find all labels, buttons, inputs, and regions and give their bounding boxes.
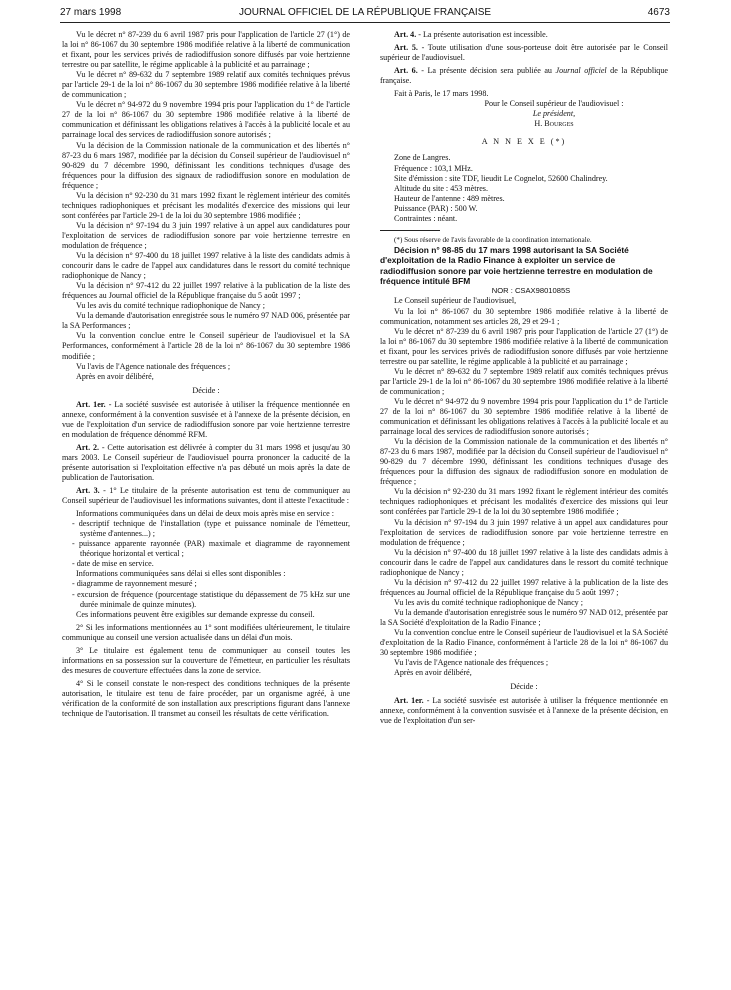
info-request-list: [62, 579, 350, 609]
visa-paragraph: Après en avoir délibéré,: [76, 371, 154, 381]
visa-paragraph: Vu le décret n° 89-632 du 7 septembre 1989 relatif aux comités techniques prévus par l'article 29-1 de la loi n° 86-1067 du 30 septembre 1986 modifiée relative à la liberté de communication ;: [62, 70, 350, 100]
visa-paragraph: Vu l'avis de l'Agence nationale des fréquences ;: [76, 361, 231, 371]
right-column: [380, 30, 668, 726]
decide-heading: Décide :: [192, 385, 220, 395]
visa-paragraph: Vu la décision n° 97-400 du 18 juillet 1997 relative à la liste des candidats admis à concourir dans le cadre de l'appel aux candidatures dans le ressort du comité technique radiophonique de Nancy ;: [62, 251, 350, 281]
article-label: Art. 1er.: [76, 399, 106, 409]
article-text: - Toute utilisation d'une sous-porteuse doit être autorisée par le Conseil supérieur de l'audiovisuel.: [380, 43, 669, 63]
annex-item: Zone de Langres.: [394, 153, 451, 163]
paragraph-4: 4° Si le conseil constate le non-respect des conditions techniques de la présente autorisation, le titulaire est tenu de faire procéder, par un organisme agréé, à une vérification de la conformité de son installation aux prescriptions figurant dans l'annexe technique de l'autorisation. Il transmet au conseil les résultats de cette vérification.: [62, 678, 350, 719]
article-label: Art. 6.: [394, 66, 418, 76]
list-item: - date de mise en service.: [72, 559, 350, 569]
decide-heading: Décide :: [510, 682, 538, 692]
visa-paragraph: Vu la demande d'autorisation enregistrée sous le numéro 97 NAD 012, présentée par la SA Société d'exploitation de la Radio Finance ;: [380, 607, 668, 627]
annex-item: Contraintes : néant.: [394, 213, 458, 223]
visa-paragraph: Le Conseil supérieur de l'audiovisuel,: [394, 296, 517, 306]
page-number: 4673: [647, 7, 670, 18]
article-text: - La présente autorisation est incessible.: [416, 30, 548, 39]
visa-paragraph: Vu les avis du comité technique radiophonique de Nancy ;: [76, 301, 265, 311]
annex-item: Altitude du site : 453 mètres.: [394, 183, 488, 193]
article-5: [380, 43, 668, 63]
visa-paragraph: Vu la décision n° 97-400 du 18 juillet 1997 relative à la liste des candidats admis à concourir dans le cadre de l'appel aux candidatures dans le ressort du comité technique radiophonique de Nancy ;: [380, 547, 668, 577]
article-text: - La société susvisée est autorisée à utiliser la fréquence mentionnée en annexe, conformément à la convention susvisée et à l'annexe de la présente décision, en vue de l'exploitation d'un ser-: [380, 696, 668, 726]
journal-name: Journal officiel: [555, 66, 607, 76]
article-label: Art. 1er.: [394, 696, 424, 706]
article-text: - La présente décision sera publiée au: [417, 66, 556, 76]
visa-paragraph: Vu la demande d'autorisation enregistrée sous le numéro 97 NAD 006, présentée par la SA Performances ;: [62, 311, 350, 331]
visa-paragraph: Vu l'avis de l'Agence nationale des fréquences ;: [394, 658, 549, 668]
signed-for: Pour le Conseil supérieur de l'audiovisuel :: [484, 99, 624, 109]
list-item: - descriptif technique de l'installation (type et puissance nominale de l'émetteur, système d'antennes...) ;: [72, 519, 350, 539]
visa-paragraph: Vu la convention conclue entre le Conseil supérieur de l'audiovisuel et la SA Société d'exploitation de la Radio Finance, conformément à l'article 28 de la loi n° 86-1067 du 30 septembre 1986 modifiée ;: [380, 628, 668, 658]
visa-paragraph: Vu les avis du comité technique radiophonique de Nancy ;: [394, 597, 583, 607]
info-request-intro: Informations communiquées sans délai si elles sont disponibles :: [76, 569, 286, 579]
footnote: (*) Sous réserve de l'avis favorable de la coordination internationale.: [394, 235, 592, 244]
article-3: [62, 486, 350, 506]
visa-paragraph: Vu le décret n° 87-239 du 6 avril 1987 pris pour l'application de l'article 27 (1°) de la loi n° 86-1067 du 30 septembre 1986 modifiée relative à la liberté de communication et fixant, pour les services privés de radiodiffusion sonore diffusés par voie hertzienne terrestre ou par satellite, le régime applicable à la publicité et au parrainage ;: [62, 30, 350, 70]
paragraph-3: 3° Le titulaire est également tenu de communiquer au conseil toutes les informations en sa possession sur la couverture de l'émetteur, en particulier les résultats des mesures de couverture effectuées dans la zone de service.: [62, 645, 350, 675]
signed-place: Fait à Paris, le 17 mars 1998.: [394, 89, 489, 99]
visa-paragraph: Vu le décret n° 89-632 du 7 septembre 1989 relatif aux comités techniques prévus par l'article 29-1 de la loi n° 86-1067 du 30 septembre 1986 modifiée relative à la liberté de communication ;: [380, 366, 668, 396]
visa-paragraph: Vu la décision n° 97-412 du 22 juillet 1997 relative à la publication de la liste des fréquences au Journal officiel de la République française du 5 août 1997 ;: [62, 281, 350, 301]
article-text: - Cette autorisation est délivrée à compter du 31 mars 1998 et jusqu'au 30 mars 2003. Le Conseil supérieur de l'audiovisuel pourra prononcer la caducité de la présente autorisation si l'exploitation effective n'a pas débuté un mois après la date de publication de l'autorisation.: [62, 442, 350, 483]
footnote-rule: [380, 230, 440, 231]
journal-title: JOURNAL OFFICIEL DE LA RÉPUBLIQUE FRANÇAISE: [238, 7, 492, 18]
list-item: - excursion de fréquence (pourcentage statistique du dépassement de 75 kHz sur une durée minimale de quinze minutes).: [72, 590, 350, 610]
decision-title: Décision n° 98-85 du 17 mars 1998 autorisant la SA Société d'exploitation de la Radio Finance à exploiter un service de radiodiffusion sonore par voie hertzienne terrestre en modulation de fréquence intitulé BFM: [380, 244, 653, 287]
annex-item: Site d'émission : site TDF, lieudit Le Cognelot, 52600 Chalindrey.: [394, 173, 608, 183]
annex-item: Hauteur de l'antenne : 489 mètres.: [394, 193, 505, 203]
article-text: - 1° Le titulaire de la présente autorisation est tenu de communiquer au Conseil supérieur de l'audiovisuel les informations suivantes, dont il atteste l'exactitude :: [62, 486, 351, 506]
article-1: [380, 696, 668, 726]
article-text: - La société susvisée est autorisée à utiliser la fréquence mentionnée en annexe, conformément à la convention susvisée et à l'annexe de la présente décision, en vue de l'exploitation d'un service de radiodiffusion sonore par voie hertzienne terrestre en modulation de fréquence dénommé RFM.: [62, 399, 350, 439]
visa-paragraph: Vu la décision de la Commission nationale de la communication et des libertés n° 87-23 du 6 mars 1987, modifiée par la décision du Conseil supérieur de l'audiovisuel n° 90-829 du 7 décembre 1990, définissant les conditions techniques d'usage des fréquences pour la diffusion des signaux de radiodiffusion sonore en modulation de fréquence ;: [380, 437, 668, 487]
issue-date: 27 mars 1998: [60, 7, 122, 18]
left-column: [62, 30, 350, 719]
list-item: - puissance apparente rayonnée (PAR) maximale et diagramme de rayonnement théorique horizontal et vertical ;: [72, 539, 350, 559]
visa-paragraph: Après en avoir délibéré,: [394, 668, 472, 678]
article-label: Art. 4.: [394, 30, 417, 39]
article-2: [62, 443, 350, 483]
list-item: - diagramme de rayonnement mesuré ;: [72, 579, 350, 589]
annex-title: A N N E X E (*): [481, 137, 567, 147]
annex-item: Fréquence : 103,1 MHz.: [394, 163, 473, 173]
visa-paragraph: Vu la décision n° 97-194 du 3 juin 1997 relative à un appel aux candidatures pour l'exploitation de services de radiodiffusion sonore par voie hertzienne terrestre en modulation de fréquence ;: [62, 220, 350, 250]
visa-paragraph: Vu la décision de la Commission nationale de la communication et des libertés n° 87-23 du 6 mars 1987, modifiée par la décision du Conseil supérieur de l'audiovisuel n° 90-829 du 7 décembre 1990, définissant les conditions techniques d'usage des fréquences pour la diffusion des signaux de radiodiffusion sonore en modulation de fréquence ;: [62, 140, 350, 190]
info-note: Ces informations peuvent être exigibles sur demande expresse du conseil.: [76, 609, 315, 619]
article-label: Art. 3.: [76, 486, 100, 496]
visa-paragraph: Vu la décision n° 97-194 du 3 juin 1997 relative à un appel aux candidatures pour l'exploitation de services de radiodiffusion sonore par voie hertzienne terrestre en modulation de fréquence ;: [380, 517, 668, 547]
article-1: [62, 400, 350, 440]
article-label: Art. 5.: [394, 43, 418, 53]
visa-paragraph: Vu la décision n° 92-230 du 31 mars 1992 fixant le règlement intérieur des comités techniques radiophoniques et précisant les modalités d'exercice des missions qui leur sont conférées par l'article 29-1 de la loi du 30 septembre 1986 modifiée ;: [380, 487, 668, 517]
header-rule: [60, 22, 670, 23]
paragraph-2: 2° Si les informations mentionnées au 1° sont modifiées ultérieurement, le titulaire communique au conseil une version actualisée dans un délai d'un mois.: [62, 622, 350, 642]
visa-paragraph: Vu le décret n° 94-972 du 9 novembre 1994 pris pour l'application du 1° de l'article 27 de la loi n° 86-1067 du 30 septembre 1986 modifiée relative à la liberté de communication et définissant les obligations relatives à l'accès à la publicité locale et au parrainage local des services de radiodiffusion sonore autorisés ;: [380, 396, 668, 437]
info-delay-list: [62, 519, 350, 569]
signed-role: [380, 109, 668, 119]
annex-list: [380, 153, 668, 223]
annex-item: Puissance (PAR) : 500 W.: [394, 203, 478, 213]
article-text: de la République française.: [380, 66, 668, 86]
visa-paragraph: Vu la loi n° 86-1067 du 30 septembre 1986 modifiée relative à la liberté de communication, notamment ses articles 28, 29 et 29-1 ;: [380, 306, 668, 326]
article-6: [380, 66, 668, 86]
page-header: [60, 6, 670, 22]
info-delay-intro: Informations communiquées dans un délai de deux mois après mise en service :: [76, 509, 335, 519]
signed-name: H. Bourges: [534, 119, 574, 129]
visa-paragraph: Vu le décret n° 94-972 du 9 novembre 1994 pris pour l'application du 1° de l'article 27 de la loi n° 86-1067 du 30 septembre 1986 modifiée relative à la liberté de communication et définissant les obligations relatives à l'accès à la publicité locale et au parrainage local des services de radiodiffusion sonore autorisés ;: [62, 100, 350, 140]
visa-paragraph: Vu la convention conclue entre le Conseil supérieur de l'audiovisuel et la SA Performances, conformément à l'article 28 de la loi n° 86-1067 du 30 septembre 1986 modifiée ;: [62, 331, 350, 361]
signed-role-text: Le président,: [532, 109, 576, 119]
nor-reference: NOR : CSAX9801085S: [491, 286, 571, 296]
visa-paragraph: Vu la décision n° 92-230 du 31 mars 1992 fixant le règlement intérieur des comités techniques radiophoniques et précisant les modalités d'exercice des missions qui leur sont conférées par l'article 29-1 de la loi du 30 septembre 1986 modifiée ;: [62, 190, 350, 220]
visa-paragraph: Vu la décision n° 97-412 du 22 juillet 1997 relative à la publication de la liste des fréquences au Journal officiel de la République française du 5 août 1997 ;: [380, 577, 668, 597]
article-4: [380, 30, 668, 40]
article-label: Art. 2.: [76, 442, 100, 452]
visa-paragraph: Vu le décret n° 87-239 du 6 avril 1987 pris pour l'application de l'article 27 (1°) de la loi n° 86-1067 du 30 septembre 1986 modifiée relative à la liberté de communication et fixant, pour les services privés de radiodiffusion sonore diffusés par voie hertzienne terrestre ou par satellite, le régime applicable à la publicité et au parrainage ;: [380, 326, 668, 366]
